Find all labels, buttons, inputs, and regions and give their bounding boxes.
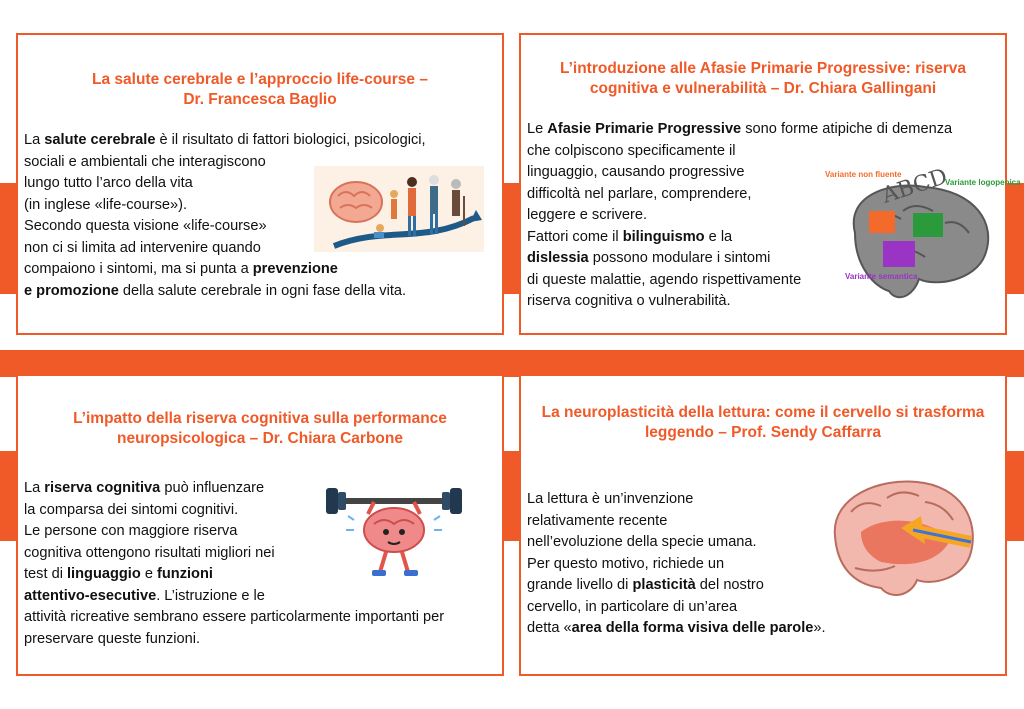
bold-text: attentivo-esecutive: [24, 587, 157, 604]
text: del nostro: [695, 577, 764, 593]
orange-band-middle: [0, 350, 1024, 377]
bold-text: bilinguismo: [622, 228, 705, 245]
svg-text:Variante non fluente: Variante non fluente: [825, 170, 902, 179]
text: La lettura è un’invenzione: [527, 491, 694, 507]
text: grande livello di: [527, 577, 633, 593]
body-line: [527, 618, 1001, 640]
puzzle-logopenic: [913, 213, 943, 237]
bold-text: area della forma visiva delle parole: [571, 620, 814, 636]
reading-brain-illustration: [821, 472, 981, 602]
text: leggere e scrivere.: [527, 207, 648, 223]
text: riserva cognitiva o vulnerabilità.: [527, 293, 731, 309]
text: che colpiscono specificamente il: [527, 142, 736, 159]
life-course-illustration: [314, 166, 484, 252]
brain-icon: [364, 508, 424, 552]
body-line: [24, 629, 498, 651]
text: possono modulare i sintomi: [588, 250, 771, 266]
text: Le: [527, 121, 548, 137]
text: sociali e ambientali che interagiscono: [24, 153, 266, 170]
text: cervello, in particolare di un’area: [527, 598, 738, 615]
text: è il risultato di fattori biologici, psicologici,: [155, 132, 426, 148]
body-line: [527, 141, 1001, 163]
puzzle-nonfluent: [869, 211, 895, 233]
aphasia-variants-brain-illustration: [825, 163, 1021, 309]
text: detta «: [527, 620, 572, 636]
card-brain-health: [16, 33, 504, 335]
bold-text: Afasie Primarie Progressive: [547, 121, 742, 137]
bold-text: linguaggio: [67, 566, 141, 582]
text: sono forme atipiche di demenza: [741, 121, 953, 137]
text: attività ricreative sembrano essere particolarmente importanti per: [24, 609, 445, 625]
body-line: [24, 586, 498, 608]
body-line: [24, 607, 498, 629]
bold-text: funzioni: [157, 566, 213, 582]
text: cognitiva ottengono risultati migliori nei: [24, 544, 275, 561]
bold-text: dislessia: [527, 250, 589, 266]
text: nell’evoluzione della specie umana.: [527, 534, 757, 550]
text: e: [140, 566, 158, 582]
text: Fattori come il: [527, 228, 623, 245]
card-cognitive-reserve: [16, 374, 504, 676]
text: non ci si limita ad intervenire quando: [24, 239, 261, 256]
card-primary-progressive-aphasia: [519, 33, 1021, 335]
bold-text: e promozione: [24, 282, 119, 299]
bold-text: riserva cognitiva: [44, 480, 161, 496]
puzzle-semantic: [883, 241, 915, 267]
card-title: L’introduzione alle Afasie Primarie Progressive: riserva cognitiva e vulnerabilità – Dr. Chiara Gallingani: [559, 60, 967, 97]
svg-text:ABCD: ABCD: [879, 164, 951, 209]
text: di queste malattie, agendo rispettivamente: [527, 271, 802, 288]
text: relativamente recente: [527, 512, 668, 529]
text: della salute cerebrale in ogni fase della vita.: [118, 282, 407, 299]
text: Le persone con maggiore riserva: [24, 523, 238, 539]
text: può influenzare: [160, 480, 265, 496]
text: . L’istruzione e le: [156, 587, 265, 604]
text: test di: [24, 566, 67, 582]
card-title: La neuroplasticità della lettura: come il cervello si trasforma leggendo – Prof. Sendy Caffarra: [541, 404, 985, 441]
body-line: [24, 130, 498, 152]
text: la comparsa dei sintomi cognitivi.: [24, 501, 239, 518]
text: La: [24, 132, 45, 148]
card-reading-neuroplasticity: [519, 374, 1007, 676]
text: compaiono i sintomi, ma si punta a: [24, 261, 253, 277]
svg-text:Variante logopenica: Variante logopenica: [945, 178, 1021, 187]
text: Per questo motivo, richiede un: [527, 555, 725, 572]
body-line: [527, 119, 1001, 141]
text: lungo tutto l’arco della vita: [24, 175, 193, 191]
body-line: [24, 259, 498, 281]
bold-text: salute cerebrale: [44, 132, 156, 148]
text: (in inglese «life-course»).: [24, 196, 188, 213]
bold-text: prevenzione: [252, 261, 338, 277]
brain-weightlifting-illustration: [324, 484, 464, 584]
body-line: [24, 281, 498, 303]
text: La: [24, 480, 45, 496]
text: e la: [704, 228, 733, 245]
text: difficoltà nel parlare, comprendere,: [527, 185, 752, 202]
brain-icon: [330, 182, 382, 222]
card-title: L’impatto della riserva cognitiva sulla performance neuropsicologica – Dr. Chiara Carbone: [73, 410, 447, 447]
card-title: La salute cerebrale e l’approccio life-course – Dr. Francesca Baglio: [92, 71, 428, 108]
text: Secondo questa visione «life-course»: [24, 218, 267, 234]
text: ».: [813, 620, 826, 636]
text: linguaggio, causando progressive: [527, 164, 745, 180]
svg-text:Variante semantica: Variante semantica: [845, 272, 918, 281]
bold-text: plasticità: [632, 577, 696, 593]
text: preservare queste funzioni.: [24, 630, 201, 647]
